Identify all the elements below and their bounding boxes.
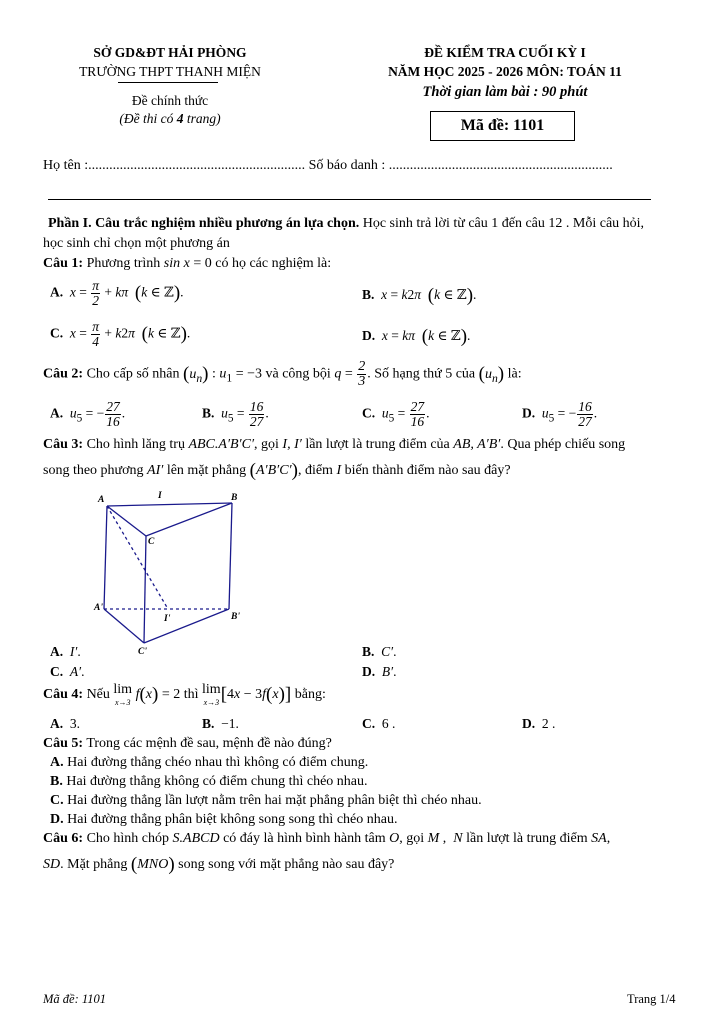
label-b1: B' xyxy=(231,612,240,622)
q4-option-a[interactable]: A. 3. xyxy=(50,716,80,731)
q2-option-b[interactable]: B. $u_5$ = $\frac{16}{27}$ . xyxy=(202,399,269,429)
edge-ac xyxy=(107,506,146,536)
question-6-line2: SD. Mặt phẳng (MNO) song song với mặt phẳng nào sau đây? xyxy=(43,854,395,875)
label-c: C xyxy=(148,537,155,547)
question-3-line2: song theo phương AI′ lên mặt phẳng (A′B′C′), điểm I biến thành điểm nào sau đây? xyxy=(43,460,511,481)
edge-cc1 xyxy=(144,536,146,643)
part1-title: Phần I. Câu trắc nghiệm nhiều phương án lựa chọn. xyxy=(48,216,360,231)
line-ai1-hidden xyxy=(107,506,168,609)
exam-title: ĐỀ KIỂM TRA CUỐI KỲ I xyxy=(424,45,586,60)
edge-a1c1 xyxy=(104,609,144,643)
q3-option-a[interactable]: A. I′. xyxy=(50,644,81,659)
q1-option-d[interactable]: D. x = kπ (k ∈ ℤ). xyxy=(362,326,471,347)
footer-page-number: Trang 1/4 xyxy=(627,992,676,1006)
question-6-line1: Câu 6: Cho hình chóp S.ABCD có đáy là hình bình hành tâm O, gọi M , N lần lượt là trung điểm SA, xyxy=(43,831,611,846)
question-2: Câu 2: Cho cấp số nhân $(u_n)$ : $u_1 = -3$ và công bội q = $\frac{2}{3}$ . Số hạng thứ 5 của $(u_n)$ là: xyxy=(43,359,522,389)
edge-cb xyxy=(146,503,232,536)
q3-option-b[interactable]: B. C′. xyxy=(362,644,397,659)
official-label: Đề chính thức xyxy=(131,93,209,108)
q2-option-a[interactable]: A. $u_5$ = − $\frac{27}{16}$ . xyxy=(50,399,126,429)
name-field[interactable]: .............................................................. xyxy=(88,158,306,173)
label-a1: A' xyxy=(94,603,103,613)
prism-figure xyxy=(88,488,258,658)
label-i1: I' xyxy=(164,614,171,624)
label-c1: C' xyxy=(138,647,147,657)
name-label: Họ tên : xyxy=(43,158,89,173)
q4-option-c[interactable]: C. 6 . xyxy=(362,716,396,731)
q3-option-d[interactable]: D. B′. xyxy=(362,664,397,679)
id-field[interactable]: ................................................................ xyxy=(388,158,613,173)
exam-code-box: Mã đề: 1101 xyxy=(430,111,575,141)
school-name: TRƯỜNG THPT THANH MIỆN xyxy=(79,64,261,79)
exam-time: Thời gian làm bài : 90 phút xyxy=(422,84,588,100)
pages-note: (Đề thi có 4 trang) xyxy=(119,111,221,126)
q2-option-d[interactable]: D. $u_5$ = − $\frac{16}{27}$ . xyxy=(522,399,598,429)
label-b: B xyxy=(231,493,238,503)
q5-option-a[interactable]: A. Hai đường thẳng chéo nhau thì không có điểm chung. xyxy=(50,755,369,770)
q1-option-b[interactable]: B. x = k2π (k ∈ ℤ). xyxy=(362,285,477,306)
q5-option-c[interactable]: C. Hai đường thẳng lần lượt nằm trên hai mặt phẳng phân biệt thì chéo nhau. xyxy=(50,793,482,808)
separator-line xyxy=(48,199,651,200)
q5-option-d[interactable]: D. Hai đường thẳng phân biệt không song song thì chéo nhau. xyxy=(50,812,398,827)
q4-option-b[interactable]: B. −1. xyxy=(202,716,239,731)
q4-option-d[interactable]: D. 2 . xyxy=(522,716,556,731)
q1-option-a[interactable]: A. x = $\frac{\pi}{2}$ + kπ (k ∈ ℤ). xyxy=(50,278,184,308)
edge-c1b1 xyxy=(144,609,229,643)
edge-aa1 xyxy=(104,506,107,609)
footer-exam-code: Mã đề: 1101 xyxy=(43,992,106,1006)
edge-bb1 xyxy=(229,503,232,609)
question-4: Câu 4: Nếu lim x→3 f(x) = 2 thì lim x→3[4x − 3f(x)] bằng: xyxy=(43,682,326,707)
q5-option-b[interactable]: B. Hai đường thẳng không có điểm chung thì chéo nhau. xyxy=(50,774,368,789)
year-subject: NĂM HỌC 2025 - 2026 MÔN: TOÁN 11 xyxy=(388,64,622,79)
question-3-line1: Câu 3: Cho hình lăng trụ ABC.A′B′C′, gọi I, I′ lần lượt là trung điểm của AB, A′B′. Qua phép chiếu song xyxy=(43,437,626,452)
part1-heading: Phần I. Câu trắc nghiệm nhiều phương án lựa chọn. Học sinh trả lời từ câu 1 đến câu 12 . Mỗi câu hỏi, xyxy=(48,216,645,231)
part1-instruction: học sinh chỉ chọn một phương án xyxy=(43,236,230,251)
label-a: A xyxy=(98,495,105,505)
edge-ab xyxy=(107,503,232,506)
q2-option-c[interactable]: C. $u_5$ = $\frac{27}{16}$ . xyxy=(362,399,430,429)
id-label: Số báo danh : xyxy=(308,158,386,173)
student-info-line xyxy=(43,158,613,174)
department-name: SỞ GD&ĐT HẢI PHÒNG xyxy=(93,45,247,60)
q1-option-c[interactable]: C. x = $\frac{\pi}{4}$ + k2π (k ∈ ℤ). xyxy=(50,319,191,349)
q3-option-c[interactable]: C. A′. xyxy=(50,664,85,679)
question-5: Câu 5: Trong các mệnh đề sau, mệnh đề nào đúng? xyxy=(43,736,332,751)
question-1: Câu 1: Phương trình sin x = 0 có họ các nghiệm là: xyxy=(43,256,332,271)
header-divider xyxy=(118,82,218,83)
label-i: I xyxy=(158,491,162,501)
